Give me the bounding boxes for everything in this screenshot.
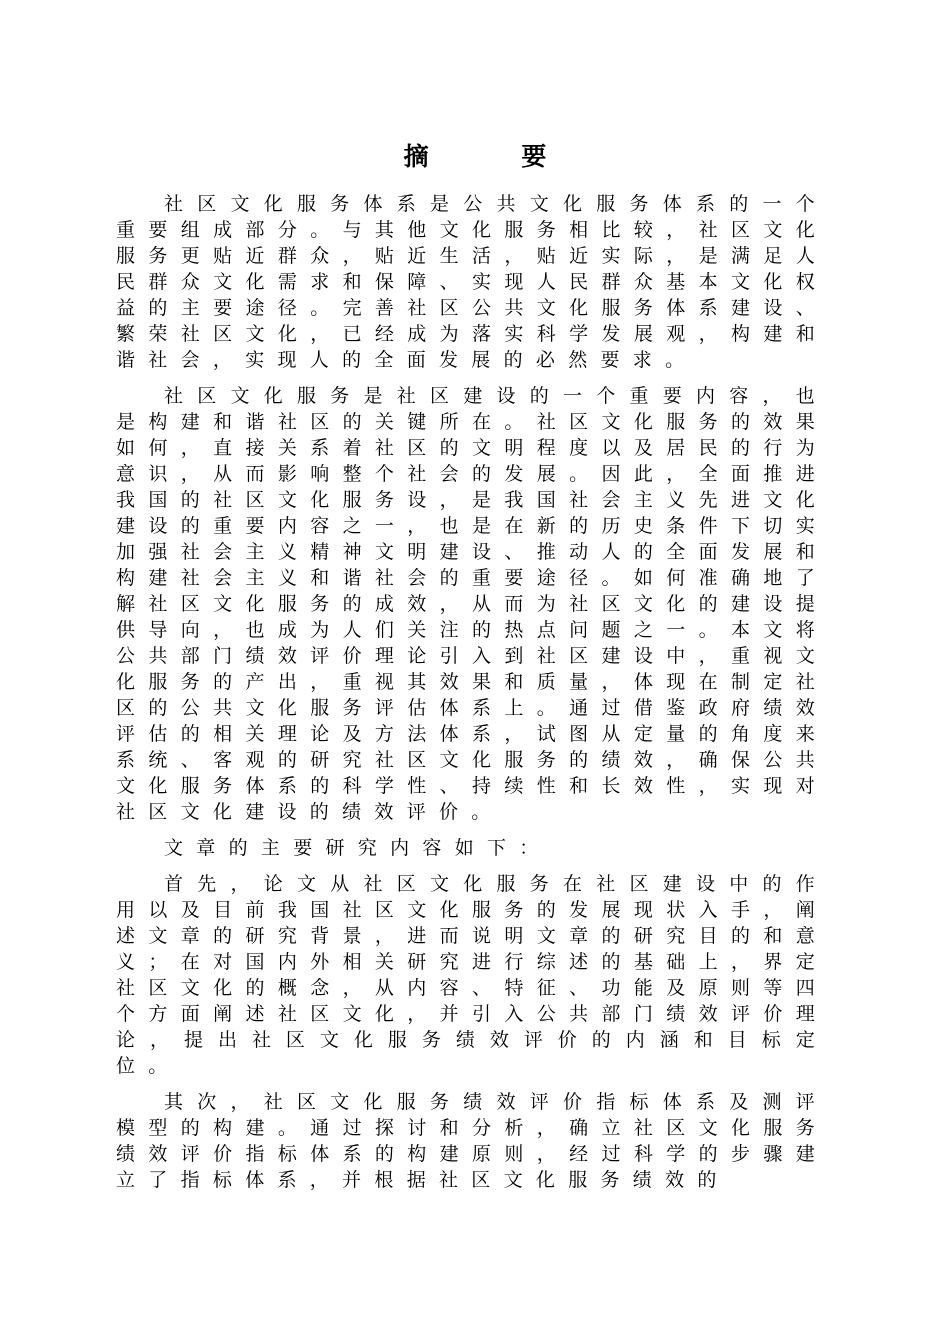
page-title: 摘 要	[403, 142, 589, 171]
paragraph-5: 其次，社区文化服务绩效评价指标体系及测评模型的构建。通过探讨和分析，确立社区文化服务绩效评价指标体系的构建原则，经过科学的步骤建立了指标体系，并根据社区文化服务绩效的	[116, 1091, 828, 1191]
paragraph-2: 社区文化服务是社区建设的一个重要内容，也是构建和谐社区的关键所在。社区文化服务的效果如何，直接关系着社区的文明程度以及居民的行为意识，从而影响整个社会的发展。因此，全面推进我国的社区文化服务设，是我国社会主义先进文化建设的重要内容之一，也是在新的历史条件下切实加强社会主义精神文明建设、推动人的全面发展和构建社会主义和谐社会的重要途径。如何准确地了解社区文化服务的成效，从而为社区文化的建设提供导向，也成为人们关注的热点问题之一。本文将公共部门绩效评价理论引入到社区建设中，重视文化服务的产出，重视其效果和质量，体现在制定社区的公共文化服务评估体系上。通过借鉴政府绩效评估的相关理论及方法体系，试图从定量的角度来系统、客观的研究社区文化服务的绩效，确保公共文化服务体系的科学性、持续性和长效性，实现对社区文化建设的绩效评价。	[116, 385, 828, 823]
paragraph-3: 文章的主要研究内容如下：	[164, 837, 552, 859]
paragraph-4: 首先，论文从社区文化服务在社区建设中的作用以及目前我国社区文化服务的发展现状入手，阐述文章的研究背景，进而说明文章的研究目的和意义；在对国内外相关研究进行综述的基础上，界定社区文化的概念，从内容、特征、功能及原则等四个方面阐述社区文化，并引入公共部门绩效评价理论，提出社区文化服务绩效评价的内涵和目标定位。	[116, 873, 828, 1077]
paragraph-1: 社区文化服务体系是公共文化服务体系的一个重要组成部分。与其他文化服务相比较，社区文化服务更贴近群众，贴近生活，贴近实际，是满足人民群众文化需求和保障、实现人民群众基本文化权益的主要途径。完善社区公共文化服务体系建设、繁荣社区文化，已经成为落实科学发展观，构建和谐社会，实现人的全面发展的必然要求。	[116, 193, 828, 371]
abstract-body	[116, 191, 828, 1203]
